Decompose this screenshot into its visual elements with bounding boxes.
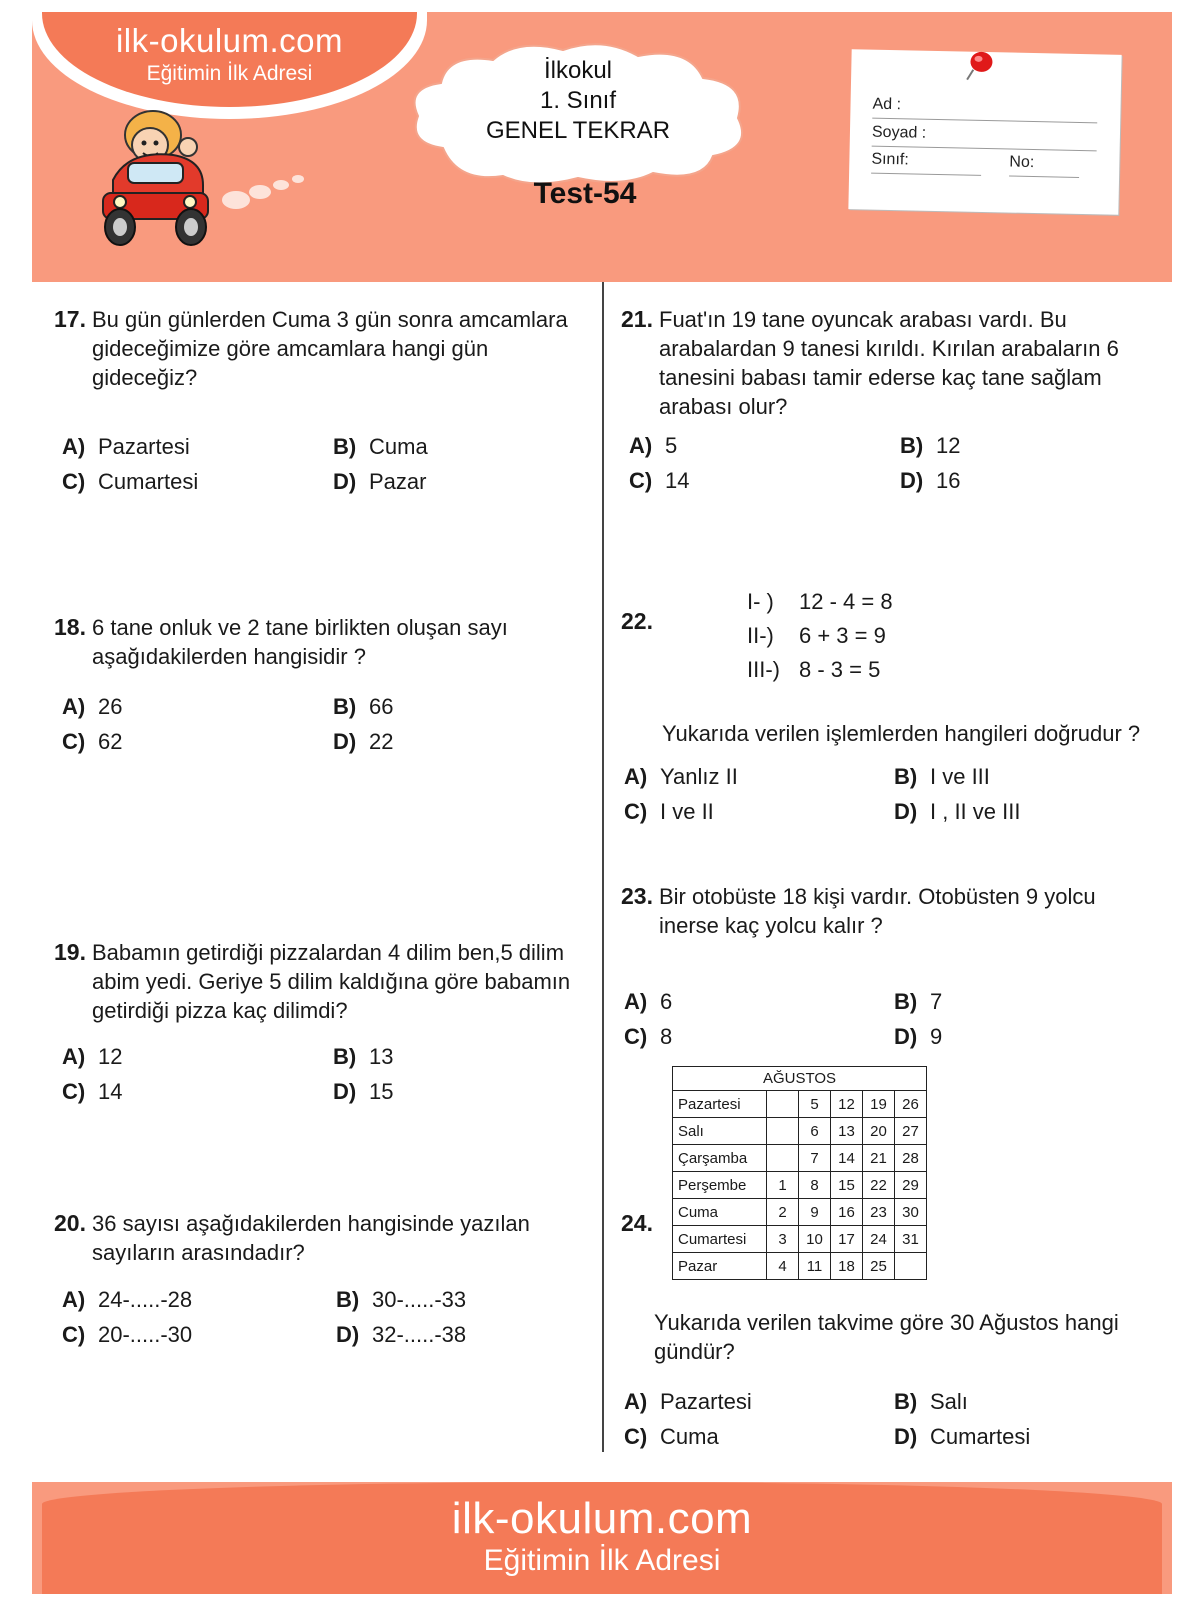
option-d[interactable]: D) 9 <box>894 1024 943 1049</box>
question-20 <box>54 1209 594 1267</box>
option-c[interactable]: C) Cumartesi <box>62 469 199 494</box>
brand-badge <box>32 12 427 119</box>
option-a[interactable]: A) Yanlız II <box>624 764 738 789</box>
question-number: 24. <box>621 1210 653 1236</box>
surname-label: Soyad : <box>871 123 927 142</box>
option-a[interactable]: A) Pazartesi <box>624 1389 752 1414</box>
option-b[interactable]: B) Cuma <box>333 434 428 459</box>
brand-tagline: Eğitimin İlk Adresi <box>146 62 313 85</box>
footer-site-name: ilk-okulum.com <box>451 1494 753 1543</box>
option-d[interactable]: D) 16 <box>900 468 961 493</box>
option-c[interactable]: C) 62 <box>62 729 123 754</box>
option-a[interactable]: A) 6 <box>624 989 673 1014</box>
option-b[interactable]: B) I ve III <box>894 764 990 789</box>
question-number: 19. <box>54 939 86 965</box>
question-number: 22. <box>621 608 653 634</box>
operation-1: I- ) 12 - 4 = 8 <box>747 589 893 614</box>
option-d[interactable]: D) 32-.....-38 <box>336 1322 467 1347</box>
surname-field[interactable] <box>872 124 927 143</box>
page-footer <box>32 1482 1172 1594</box>
operations-list <box>747 585 893 687</box>
calendar-row: Cumartesi 3 10 17 24 31 <box>673 1226 927 1253</box>
student-info-card <box>848 49 1121 215</box>
calendar-row: Çarşamba 7 14 21 28 <box>673 1145 927 1172</box>
calendar-row: Cuma 2 9 16 23 30 <box>673 1199 927 1226</box>
calendar-row: Pazartesi 5 12 19 26 <box>673 1091 927 1118</box>
school-level: İlkokul <box>543 57 613 84</box>
column-divider <box>602 282 604 1452</box>
option-a[interactable]: A) 24-.....-28 <box>62 1287 193 1312</box>
option-c[interactable]: C) 8 <box>624 1024 673 1049</box>
option-b[interactable]: B) Salı <box>894 1389 968 1414</box>
brand-site-name: ilk-okulum.com <box>115 22 344 59</box>
question-number: 23. <box>621 883 653 909</box>
student-number-field[interactable] <box>1009 154 1034 173</box>
name-field[interactable] <box>872 96 901 115</box>
option-b[interactable]: B) 30-.....-33 <box>336 1287 467 1312</box>
question-24-text: Yukarıda verilen takvime göre 30 Ağustos hangi gündür? <box>654 1310 1119 1364</box>
option-a[interactable]: A) 5 <box>629 433 678 458</box>
question-text: Bir otobüste 18 kişi vardır. Otobüsten 9 yolcu inerse kaç yolcu kalır ? <box>659 884 1096 938</box>
option-a[interactable]: A) 26 <box>62 694 123 719</box>
august-calendar <box>672 1066 927 1280</box>
calendar-row: Pazar 4 11 18 25 <box>673 1253 927 1280</box>
option-b[interactable]: B) 7 <box>894 989 943 1014</box>
option-c[interactable]: C) 14 <box>62 1079 123 1104</box>
option-d[interactable]: D) 15 <box>333 1079 394 1104</box>
option-a[interactable]: A) 12 <box>62 1044 123 1069</box>
question-number: 20. <box>54 1210 86 1236</box>
question-text: Bu gün günlerden Cuma 3 gün sonra amcamlara gideceğimize göre amcamlara hangi gün gideceğiz? <box>92 307 568 390</box>
option-b[interactable]: B) 13 <box>333 1044 394 1069</box>
question-number: 21. <box>621 306 653 332</box>
operation-2: II-) 6 + 3 = 9 <box>747 623 886 648</box>
title-cloud <box>403 38 753 188</box>
question-17 <box>54 305 574 392</box>
student-number-label: No: <box>1009 153 1035 172</box>
option-b[interactable]: B) 12 <box>900 433 961 458</box>
option-b[interactable]: B) 66 <box>333 694 394 719</box>
question-text: Fuat'ın 19 tane oyuncak arabası vardı. Bu arabalardan 9 tanesi kırıldı. Kırılan arabaların 6 tanesini babası tamir ederse kaç tane sağlam arabası olur? <box>659 307 1119 419</box>
question-21 <box>621 305 1141 421</box>
footer-tagline: Eğitimin İlk Adresi <box>483 1544 721 1577</box>
option-c[interactable]: C) 20-.....-30 <box>62 1322 193 1347</box>
option-a[interactable]: A) Pazartesi <box>62 434 190 459</box>
calendar-row: Perşembe 1 8 15 22 29 <box>673 1172 927 1199</box>
option-d[interactable]: D) Pazar <box>333 469 427 494</box>
review-title: GENEL TEKRAR <box>485 117 671 144</box>
question-number: 17. <box>54 306 86 332</box>
calendar-month: AĞUSTOS <box>673 1067 927 1091</box>
question-22-text: Yukarıda verilen işlemlerden hangileri doğrudur ? <box>662 721 1141 746</box>
question-text: 6 tane onluk ve 2 tane birlikten oluşan sayı aşağıdakilerden hangisidir ? <box>92 615 508 669</box>
pushpin-icon <box>959 45 1000 86</box>
grade-level: 1. Sınıf <box>539 87 617 114</box>
question-23 <box>621 882 1141 940</box>
class-field[interactable] <box>871 151 909 170</box>
question-text: Babamın getirdiği pizzalardan 4 dilim ben,5 dilim abim yedi. Geriye 5 dilim kaldığına göre babamın getirdiği pizza kaç dilimdi? <box>92 940 571 1023</box>
class-label: Sınıf: <box>871 150 909 169</box>
option-c[interactable]: C) I ve II <box>624 799 714 824</box>
name-label: Ad : <box>872 95 902 114</box>
question-18 <box>54 613 524 671</box>
option-d[interactable]: D) 22 <box>333 729 394 754</box>
option-c[interactable]: C) Cuma <box>624 1424 719 1449</box>
question-text: 36 sayısı aşağıdakilerden hangisinde yazılan sayıların arasındadır? <box>92 1211 530 1265</box>
option-d[interactable]: D) I , II ve III <box>894 799 1021 824</box>
option-d[interactable]: D) Cumartesi <box>894 1424 1031 1449</box>
question-19 <box>54 938 584 1025</box>
calendar-row: Salı 6 13 20 27 <box>673 1118 927 1145</box>
question-number: 18. <box>54 614 86 640</box>
operation-3: III-) 8 - 3 = 5 <box>747 657 881 682</box>
car-illustration-icon <box>88 105 318 255</box>
option-c[interactable]: C) 14 <box>629 468 690 493</box>
test-title: Test-54 <box>533 177 637 210</box>
